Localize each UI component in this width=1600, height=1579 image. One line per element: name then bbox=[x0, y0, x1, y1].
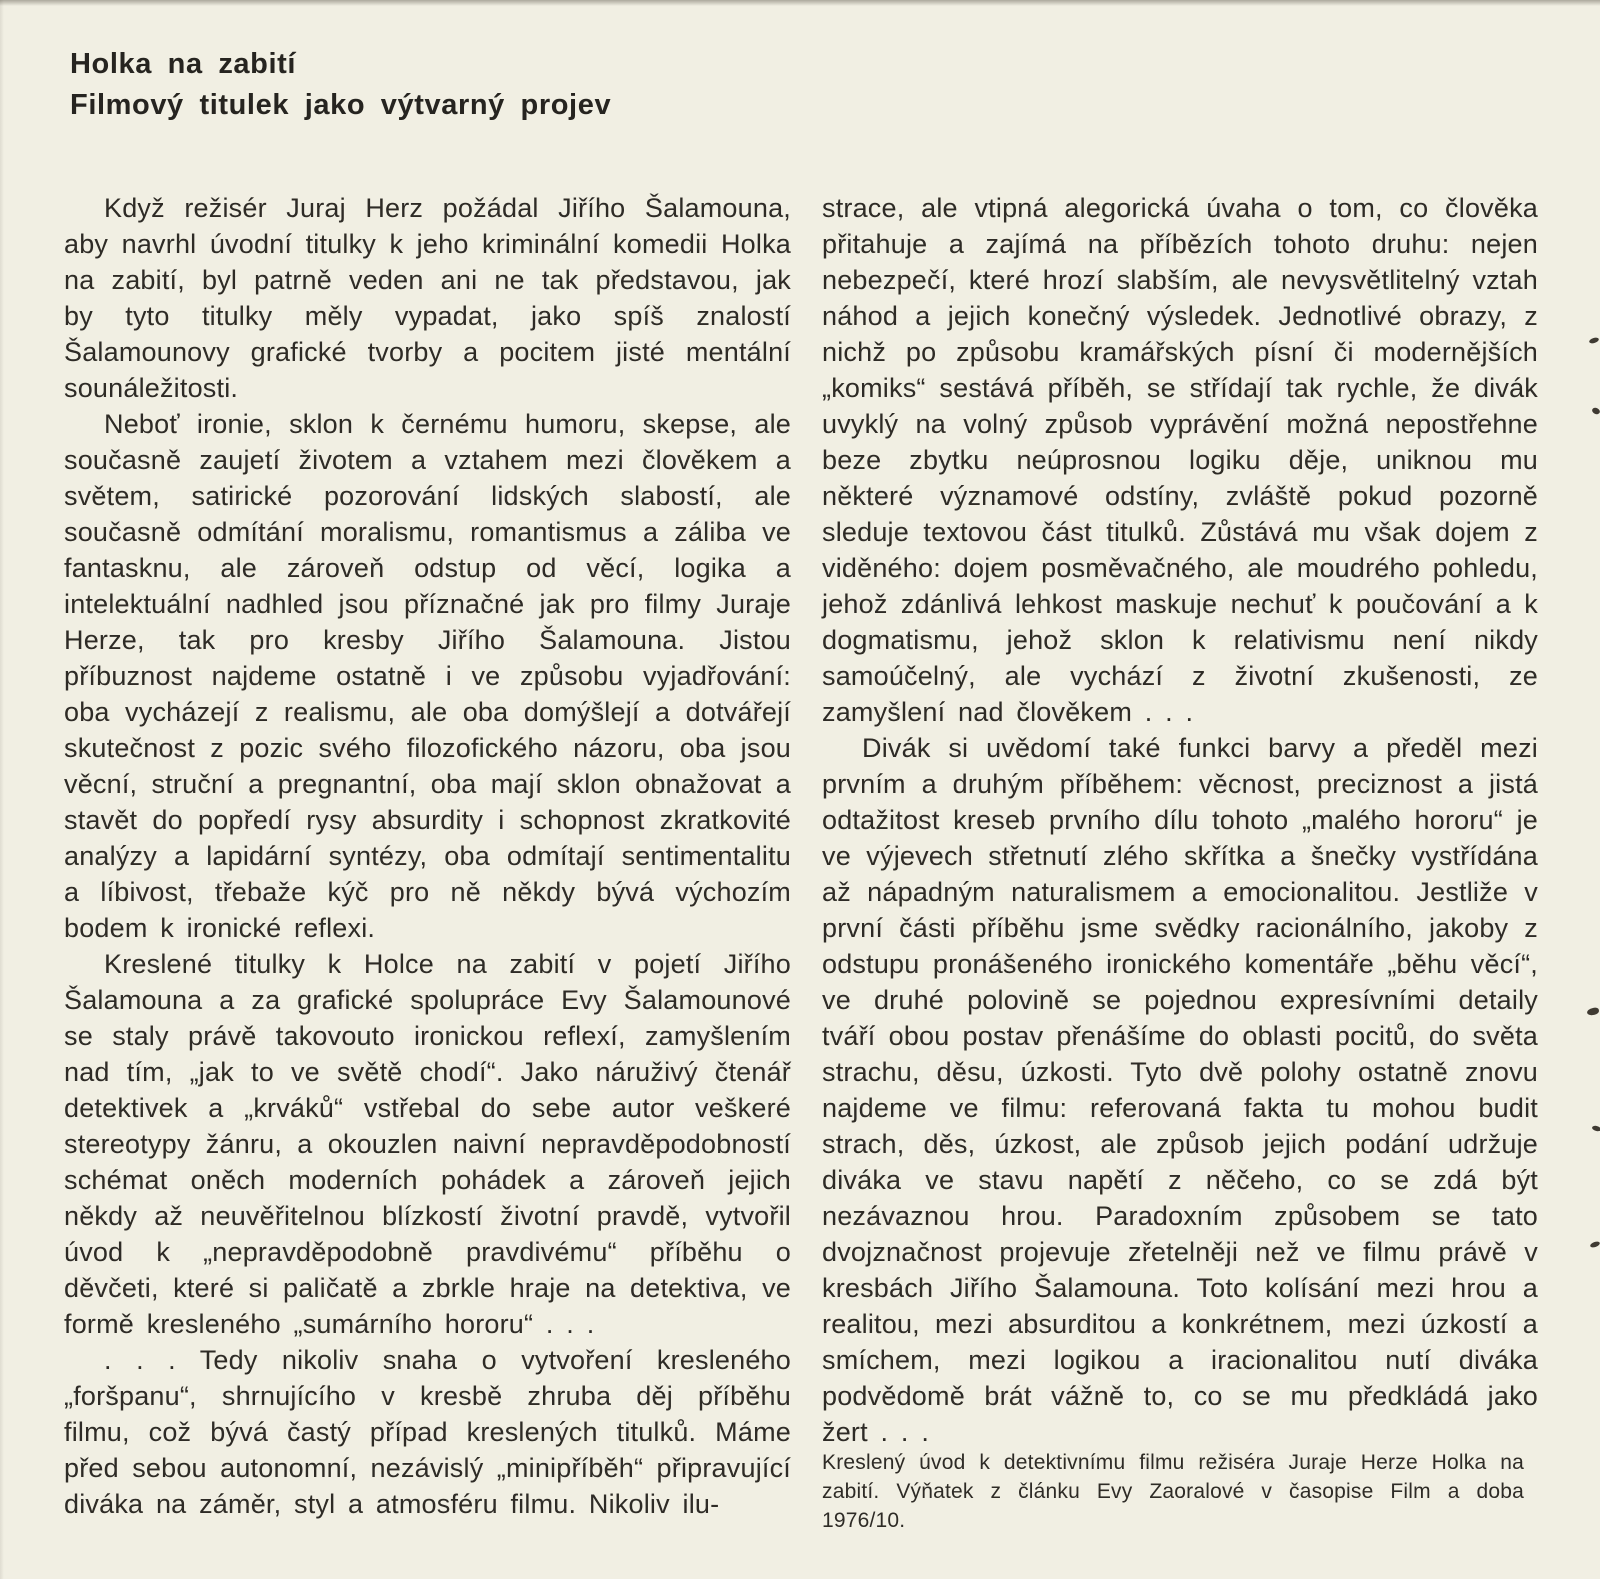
paragraph: Neboť ironie, sklon k černému humoru, skepse, ale současně zaujetí životem a vztahem mezi člověkem a světem, satirické pozorování lidských slabostí, ale současně odmítání moralismu, romantismus a záliba ve fantasknu, ale zároveň odstup od věcí, logika a intelektuální nadhled jsou příznačné jak pro filmy Juraje Herze, tak pro kresby Jiřího Šalamouna. Jistou příbuznost najdeme ostatně i ve způsobu vyjadřování: oba vycházejí z realismu, ale oba domýšlejí a dotvářejí skutečnost z pozic svého filozofického názoru, oba jsou věcní, struční a pregnantní, oba mají sklon obnažovat a stavět do popředí rysy absurdity i schopnost zkratkovité analýzy a lapidární syntézy, oba odmítají sentimentalitu a líbivost, třebaže kýč pro ně někdy bývá výchozím bodem k ironické reflexi. bbox=[64, 409, 791, 943]
scan-speck bbox=[1586, 1007, 1599, 1016]
photo-credit-caption: Kreslený úvod k detektivnímu filmu režiséra Juraje Herze Holka na zabití. Výňatek z článku Evy Zaoralové v časopise Film a doba 1976/10. bbox=[822, 1451, 1524, 1532]
article-title bbox=[70, 44, 611, 126]
scan-left-edge-shadow bbox=[0, 0, 4, 1579]
article-title-line-2: Filmový titulek jako výtvarný projev bbox=[70, 89, 612, 121]
paragraph: Kreslené titulky k Holce na zabití v pojetí Jiřího Šalamouna a za grafické spolupráce Evy Šalamounové se staly právě takovouto ironickou reflexí, zamyšlením nad tím, „jak to ve světě chodí“. Jako náruživý čtenář detektivek a „krváků“ vstřebal do sebe autor veškeré stereotypy žánru, a okouzlen naivní nepravděpodobností schémat oněch moderních pohádek a zároveň jejich někdy až neuvěřitelnou blízkostí životní pravdě, vytvořil úvod k „nepravděpodobně pravdivému“ příběhu o děvčeti, které si paličatě a zbrkle hraje na detektiva, ve formě kresleného „sumárního hororu“ . . . bbox=[64, 949, 791, 1339]
article-title-line-1: Holka na zabití bbox=[70, 48, 297, 80]
scan-speck bbox=[1591, 407, 1600, 416]
paragraph: Když režisér Juraj Herz požádal Jiřího Šalamouna, aby navrhl úvodní titulky k jeho kriminální komedii Holka na zabití, byl patrně veden ani ne tak představou, jak by tyto titulky měly vypadat, jako spíš znalostí Šalamounovy grafické tvorby a pocitem jisté mentální sounáležitosti. bbox=[64, 193, 791, 403]
paragraph: Divák si uvědomí také funkci barvy a předěl mezi prvním a druhým příběhem: věcnost, preciznost a jistá odtažitost kreseb prvního dílu tohoto „malého hororu“ je ve výjevech střetnutí zlého skřítka a šnečky vystřídána až nápadným naturalismem a emocionalitou. Jestliže v první části příběhu jsme svědky racionálního, jakoby z odstupu pronášeného ironického komentáře „běhu věcí“, ve druhé polovině se pojednou expresívními detaily tváří obou postav přenášíme do oblasti pocitů, do světa strachu, děsu, úzkosti. Tyto dvě polohy ostatně znovu najdeme ve filmu: referovaná fakta tu mohou budit strach, děs, úzkost, ale způsob jejich podání udržuje diváka ve stavu napětí z něčeho, co se zdá být nezávaznou hrou. Paradoxním způsobem se tato dvojznačnost projevuje zřetelněji než ve filmu právě v kresbách Jiřího Šalamouna. Toto kolísání mezi hrou a realitou, mezi absurditou a konkrétnem, mezi úzkostí a smíchem, mezi logikou a iracionalitou nutí diváka podvědomě brát vážně to, co se mu předkládá jako žert . . . bbox=[822, 733, 1538, 1447]
scan-speck bbox=[1589, 1240, 1600, 1248]
left-text-column bbox=[64, 190, 791, 1522]
scan-top-edge-shadow bbox=[0, 0, 1600, 6]
scan-speck bbox=[1592, 1125, 1600, 1132]
paragraph: strace, ale vtipná alegorická úvaha o tom, co člověka přitahuje a zajímá na příbězích tohoto druhu: nejen nebezpečí, které hrozí slabším, ale nevysvětlitelný vztah náhod a jejich konečný výsledek. Jednotlivé obrazy, z nichž po způsobu kramářských písní či modernějších „komiks“ sestává příběh, se střídají tak rychle, že divák uvyklý na volný způsob vyprávění možná nepostřehne beze zbytku neúprosnou logiku děje, uniknou mu některé významové odstíny, zvláště pokud pozorně sleduje textovou část titulků. Zůstává mu však dojem z viděného: dojem posměvačného, ale moudrého pohledu, jehož zdánlivá lehkost maskuje nechuť k poučování a k dogmatismu, jehož sklon k relativismu není nikdy samoúčelný, ale vychází z životní zkušenosti, ze zamyšlení nad člověkem . . . bbox=[822, 193, 1538, 727]
paragraph: . . . Tedy nikoliv snaha o vytvoření kresleného „foršpanu“, shrnujícího v kresbě zhruba děj příběhu filmu, což bývá častý případ kreslených titulků. Máme před sebou autonomní, nezávislý „minipříběh“ připravující diváka na záměr, styl a atmosféru filmu. Nikoliv ilu- bbox=[64, 1345, 791, 1519]
right-text-column bbox=[822, 190, 1538, 1450]
scan-speck bbox=[1588, 337, 1599, 345]
